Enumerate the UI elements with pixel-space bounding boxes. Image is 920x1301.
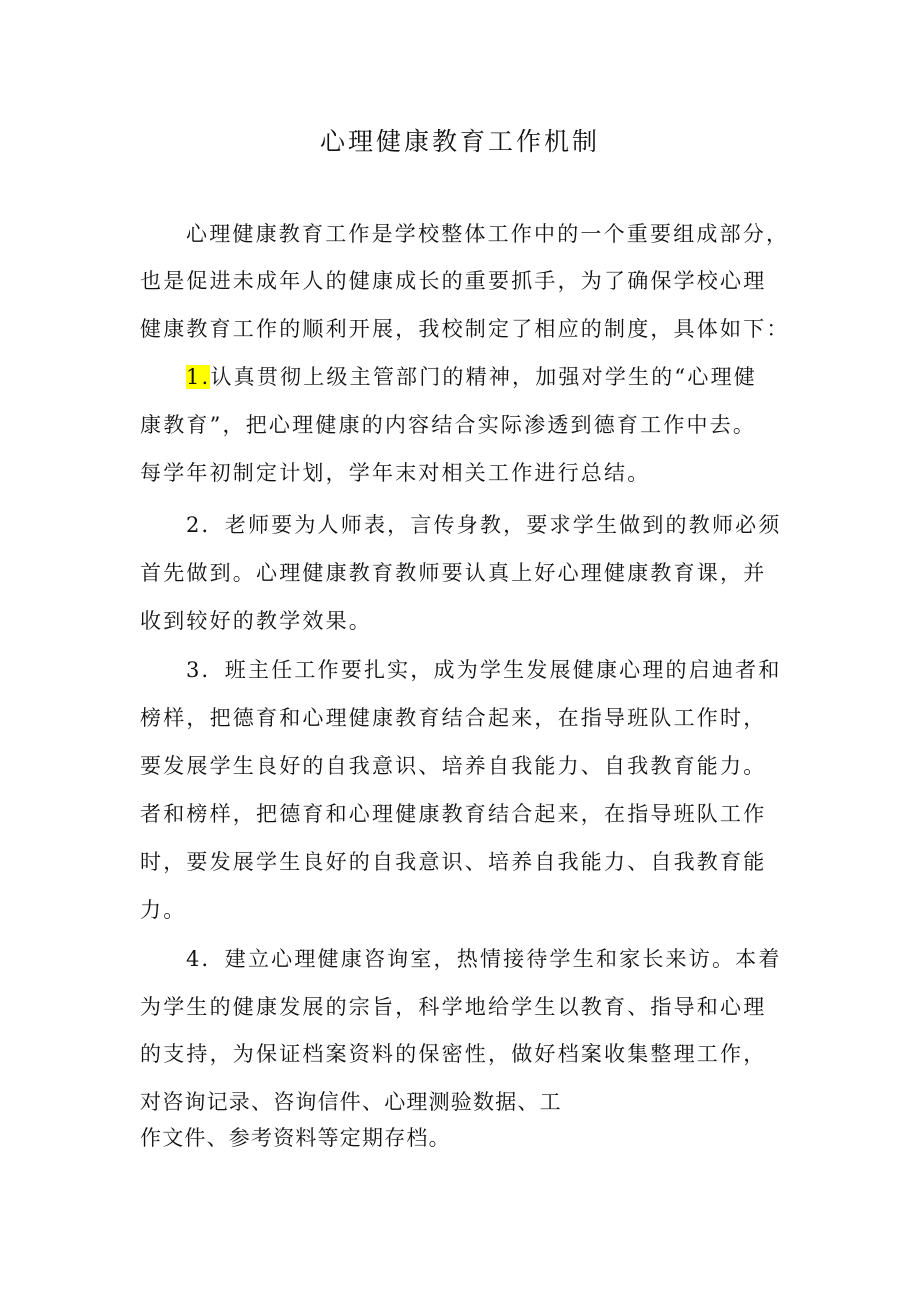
- paragraph-line: 者和榜样，把德育和心理健康教育结合起来，在指导班队工作: [140, 802, 767, 826]
- paragraph-line: 力。: [140, 898, 187, 922]
- paragraph-line: 2．老师要为人师表，言传身教，要求学生做到的教师必须: [186, 513, 782, 537]
- paragraph-line: 健康教育工作的顺利开展，我校制定了相应的制度，具体如下：: [140, 317, 790, 341]
- paragraph-line: 心理健康教育工作是学校整体工作中的一个重要组成部分，: [186, 222, 790, 246]
- document-title: 心理健康教育工作机制: [319, 127, 600, 156]
- paragraph-line: 每学年初制定计划，学年末对相关工作进行总结。: [140, 461, 651, 485]
- paragraph-line: 对咨询记录、咨询信件、心理测验数据、工: [140, 1090, 562, 1114]
- list-item-1-first-line: [186, 361, 757, 391]
- paragraph-line: 首先做到。心理健康教育教师要认真上好心理健康教育课，并: [140, 561, 767, 585]
- paragraph-line: 康教育”，把心理健康的内容结合实际渗透到德育工作中去。: [140, 413, 757, 437]
- paragraph-line: 作文件、参考资料等定期存档。: [140, 1126, 451, 1150]
- paragraph-line: 为学生的健康发展的宗旨，科学地给学生以教育、指导和心理: [140, 995, 767, 1019]
- paragraph-line: 榜样，把德育和心理健康教育结合起来，在指导班队工作时，: [140, 706, 767, 730]
- paragraph-line: 收到较好的教学效果。: [140, 609, 372, 633]
- paragraph-line: 的支持，为保证档案资料的保密性，做好档案收集整理工作，: [140, 1042, 767, 1066]
- highlighted-item-number: 1.: [186, 365, 211, 389]
- paragraph-line: 要发展学生良好的自我意识、培养自我能力、自我教育能力。: [140, 754, 767, 778]
- paragraph-line-text: 认真贯彻上级主管部门的精神，加强对学生的“心理健: [210, 365, 757, 389]
- paragraph-line: 也是促进未成年人的健康成长的重要抓手，为了确保学校心理: [140, 269, 767, 293]
- paragraph-line: 时，要发展学生良好的自我意识、培养自我能力、自我教育能: [140, 850, 767, 874]
- paragraph-line: 4．建立心理健康咨询室，热情接待学生和家长来访。本着: [186, 947, 782, 971]
- paragraph-line: 3．班主任工作要扎实，成为学生发展健康心理的启迪者和: [186, 658, 782, 682]
